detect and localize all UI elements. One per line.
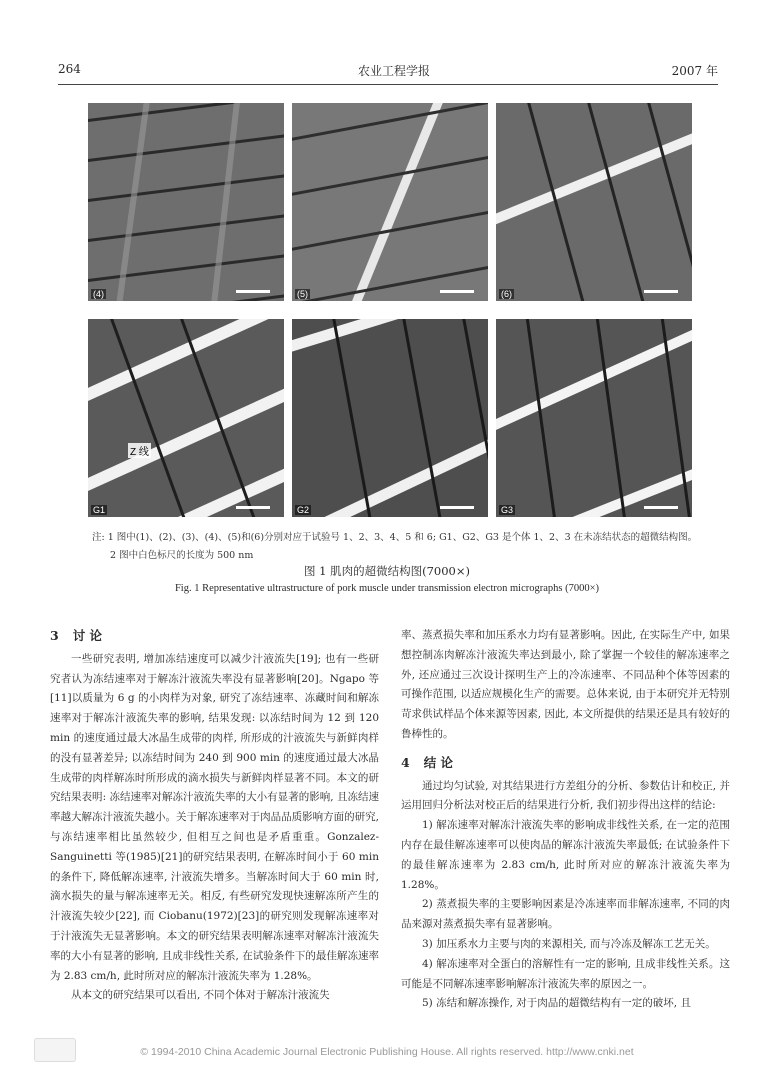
- panel-label: (5): [297, 289, 308, 299]
- scale-bar: [440, 290, 474, 293]
- section-number: 4: [401, 754, 410, 770]
- micrograph-image: [88, 319, 284, 517]
- figure-caption-english: Fig. 1 Representative ultrastructure of pork muscle under transmission electron micrographs (7000×): [174, 583, 600, 594]
- discussion-continuation: 率、蒸煮损失率和加压系水力均有显著影响。因此, 在实际生产中, 如果想控制冻肉解冻汁液流失率达到最小, 除了掌握一个较佳的解冻速率之外, 还应通过三次设计探明生产上的冷冻速率、不同品种个体等因素的可操作范围, 以适应规模化生产的需要。总体来说, 由于本研究并无特别苛求供试样品个体来源等因素, 因此, 本文所提供的结果还是具有较好的鲁棒性的。: [401, 629, 730, 740]
- journal-title: 农业工程学报: [358, 64, 431, 78]
- micrograph-panel-5: [292, 103, 488, 301]
- scale-bar: [236, 290, 270, 293]
- conclusion-item: 4) 解冻速率对全蛋白的溶解性有一定的影响, 且成非线性关系。这可能是不同解冻速率影响解冻汁液流失率的原因之一。: [401, 957, 730, 990]
- micrograph-figure: [88, 103, 692, 517]
- page-number: 264: [58, 62, 81, 76]
- micrograph-panel-g3: [496, 319, 692, 517]
- section-title: 结 论: [423, 754, 454, 770]
- figure-note-2: 2 图中白色标尺的长度为 500 nm: [110, 550, 254, 561]
- micrograph-image: [292, 319, 488, 517]
- micrograph-image: [292, 103, 488, 301]
- copyright-footer: © 1994-2010 China Academic Journal Electronic Publishing House. All rights reserved. http://www.cnki.net: [140, 1046, 634, 1058]
- panel-label: G3: [501, 505, 514, 515]
- discussion-paragraph: 从本文的研究结果可以看出, 不同个体对于解冻汁液流失: [71, 989, 330, 1002]
- conclusion-intro: 通过均匀试验, 对其结果进行方差组分的分析、参数估计和校正, 并运用回归分析法对校正后的结果进行分析, 我们初步得出这样的结论:: [401, 779, 730, 812]
- figure-note-1: 注: 1 图中(1)、(2)、(3)、(4)、(5)和(6)分别对应于试验号 1、2、3、4、5 和 6; G1、G2、G3 是个体 1、2、3 在未冻结状态的超微结构图。: [92, 532, 698, 543]
- scale-bar: [440, 506, 474, 509]
- micrograph-panel-4: [88, 103, 284, 301]
- conclusion-item: 2) 蒸煮损失率的主要影响因素是冷冻速率而非解冻速率, 不同的肉品来源对蒸煮损失率有显著影响。: [401, 898, 730, 931]
- z-line-annotation: Z 线: [128, 443, 151, 458]
- micrograph-panel-6: [496, 103, 692, 301]
- header-rule: [58, 84, 718, 85]
- scale-bar: [644, 290, 678, 293]
- section-heading-conclusion: [401, 753, 730, 773]
- section-title: 讨 论: [72, 628, 103, 643]
- scale-bar: [644, 506, 678, 509]
- conclusion-item: 5) 冻结和解冻操作, 对于肉品的超微结构有一定的破坏, 且: [422, 997, 691, 1010]
- conclusion-item: 3) 加压系水力主要与肉的来源相关, 而与冷冻及解冻工艺无关。: [422, 937, 716, 950]
- running-header: [58, 62, 718, 84]
- micrograph-image: [496, 103, 692, 301]
- left-column: [50, 626, 379, 1006]
- scale-bar: [236, 506, 270, 509]
- section-heading-discussion: [50, 626, 379, 646]
- micrograph-image: [496, 319, 692, 517]
- figure-caption-chinese: 图 1 肌肉的超微结构图(7000×): [303, 564, 470, 578]
- discussion-paragraph: 一些研究表明, 增加冻结速度可以减少汁液流失[19]; 也有一些研究者认为冻结速率对于解冻汁液流失率没有显著影响[20]。Ngapo 等[11]以质量为 6 g 的小肉样为对象, 研究了冻结速率、冻藏时间和解冻速率对于解冻汁液流失率的影响, 结果发现: 以冻结时间为 12 到 120 min 的速度通过最大冰晶生成带的肉样, 所形成的汁液流失与新鲜肉样的没有显著差异; 以冻结时间为 240 到 900 min 的速度通过最大冰晶生成带的肉样解冻时所形成的滴水损失与新鲜肉样显著不同。本文的研究结果表明: 冻结速率对解冻汁液流失率的大小有显著的影响, 且冻结速率越大解冻汁液流失越小。关于解冻速率对于肉品品质影响方面的研究, 与冻结速率相比虽然较少, 但相互之间也是矛盾重重。Gonzalez-Sanguinetti 等(1985)[21]的研究结果表明, 在解冻时间小于 60 min 的条件下, 降低解冻速率, 汁液流失增多。当解冻时间大于 60 min 时, 滴水损失的量与解冻速率无关。相反, 有些研究发现快速解冻所产生的汁液流失较少[22], 而 Ciobanu(1972)[23]的研究则发现解冻速率对于汁液流失无显著影响。本文的研究结果表明解冻速率对解冻汁液流失率的大小有显著的影响, 且成非线性关系, 在试验条件下的最佳解冻速率为 2.83 cm/h, 此时所对应的解冻汁液流失率为 1.28%。: [50, 652, 379, 982]
- panel-label: (4): [93, 289, 104, 299]
- conclusion-item: 1) 解冻速率对解冻汁液流失率的影响成非线性关系, 在一定的范围内存在最佳解冻速率可以使肉品的解冻汁液流失率最低; 在试验条件下的最佳解冻速率为 2.83 cm/h, 此时所对应的解冻汁液流失率为 1.28%。: [401, 819, 730, 891]
- panel-label: G1: [93, 505, 106, 515]
- micrograph-image: [88, 103, 284, 301]
- panel-label: G2: [297, 505, 310, 515]
- micrograph-panel-g2: [292, 319, 488, 517]
- publication-year: 2007 年: [671, 64, 718, 78]
- panel-label: (6): [501, 289, 512, 299]
- section-number: 3: [50, 628, 59, 643]
- micrograph-panel-g1: [88, 319, 284, 517]
- right-column: [401, 626, 730, 1014]
